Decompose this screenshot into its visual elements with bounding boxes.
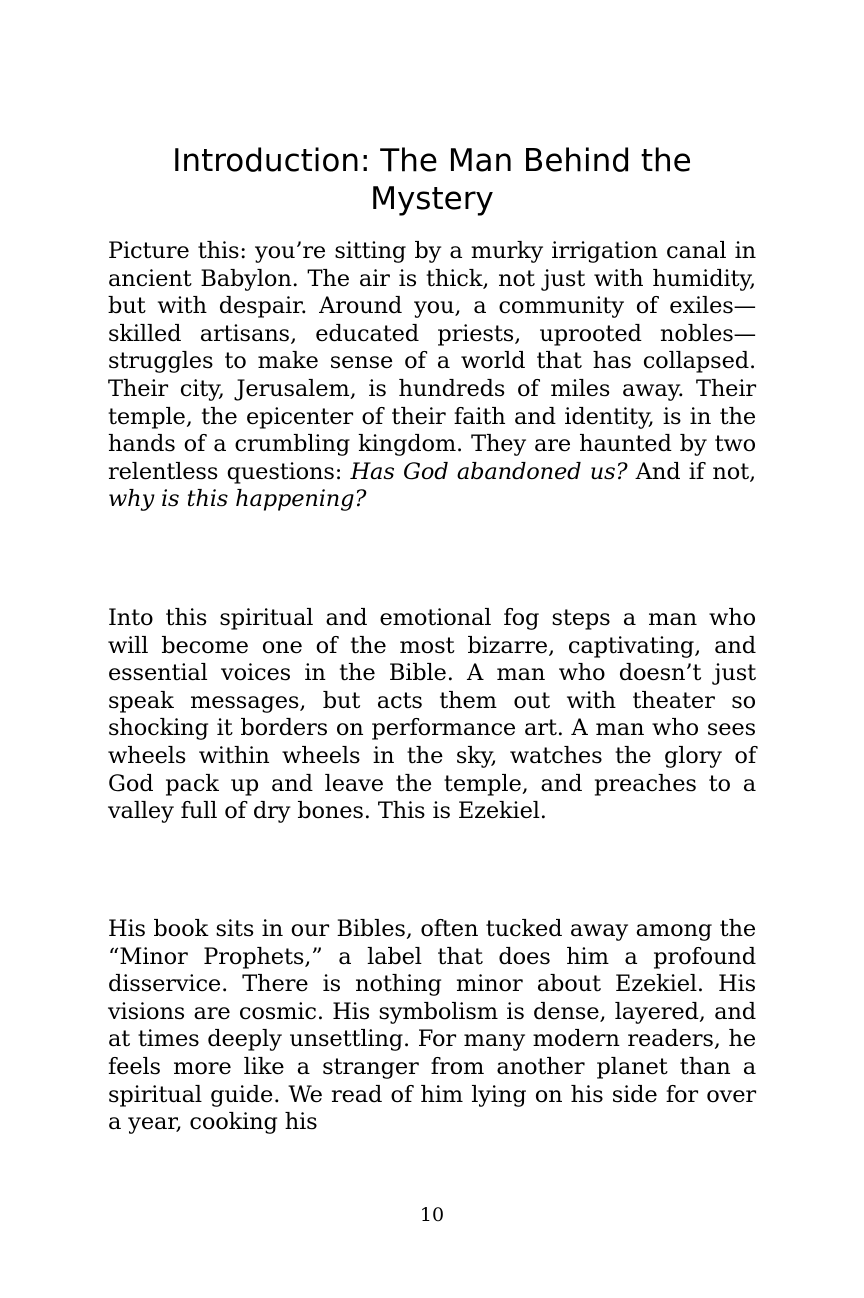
paragraph-1-text-b: And if not,	[627, 458, 756, 485]
body-paragraph-2: Into this spiritual and emotional fog steps a man who will become one of the most bizarre, captivating, and essential voices in the Bible. A man who doesn’t just speak messages, but acts them out with theater so shocking it borders on performance art. A man who sees wheels within wheels in the sky, watches the glory of God pack up and leave the temple, and preaches to a valley full of dry bones. This is Ezekiel.	[108, 605, 756, 825]
page-number: 10	[419, 1204, 445, 1226]
chapter-title: Introduction: The Man Behind the Mystery	[172, 143, 692, 217]
paragraph-1-italic-question-1: Has God abandoned us?	[350, 458, 628, 485]
paragraph-1-italic-question-2: why is this happening?	[108, 486, 367, 513]
body-paragraph-1	[108, 238, 756, 514]
paragraph-1-text-a: Picture this: you’re sitting by a murky irrigation canal in ancient Babylon. The air is thick, not just with humidity, but with despair. Around you, a community of exiles—skilled artisans, educated priests, uprooted nobles—struggles to make sense of a world that has collapsed. Their city, Jerusalem, is hundreds of miles away. Their temple, the epicenter of their faith and identity, is in the hands of a crumbling kingdom. They are haunted by two relentless questions:	[108, 238, 756, 485]
body-paragraph-3: His book sits in our Bibles, often tucked away among the “Minor Prophets,” a label that does him a profound disservice. There is nothing minor about Ezekiel. His visions are cosmic. His symbolism is dense, layered, and at times deeply unsettling. For many modern readers, he feels more like a stranger from another planet than a spiritual guide. We read of him lying on his side for over a year, cooking his	[108, 916, 756, 1136]
